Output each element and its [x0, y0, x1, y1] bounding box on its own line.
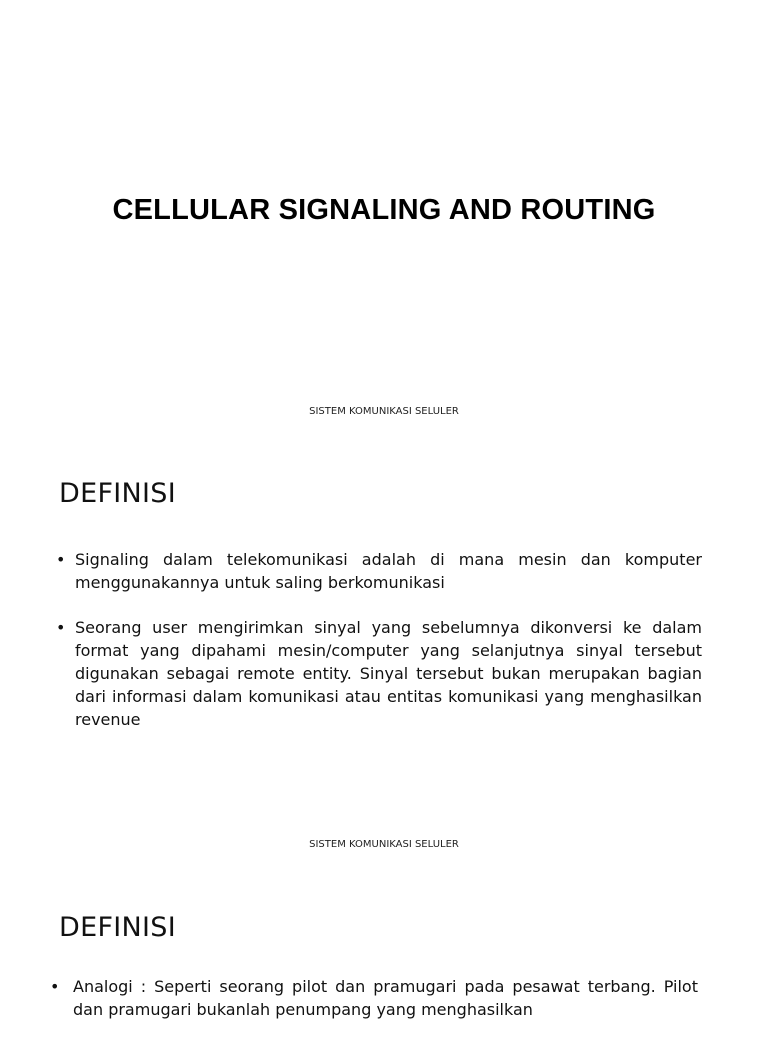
bullet-item — [56, 548, 702, 594]
bullet-item — [50, 975, 698, 1021]
slide-definition-1 — [0, 432, 768, 864]
slide-definition-2 — [0, 864, 768, 1024]
slide-footer: SISTEM KOMUNIKASI SELULER — [309, 839, 459, 850]
bullet-dot-icon: • — [50, 977, 60, 996]
slide-title — [0, 0, 768, 432]
bullet-dot-icon: • — [56, 550, 66, 569]
bullet-item — [56, 616, 702, 731]
bullet-text: Analogi : Seperti seorang pilot dan pramugari pada pesawat terbang. Pilot dan pramugari bukanlah penumpang yang menghasilkan — [73, 977, 698, 1019]
bullet-list — [50, 975, 698, 1043]
bullet-text: Seorang user mengirimkan sinyal yang sebelumnya dikonversi ke dalam format yang dipahami mesin/computer yang selanjutnya sinyal tersebut digunakan sebagai remote entity. Sinyal tersebut bukan merupakan bagian dari informasi dalam komunikasi atau entitas komunikasi yang menghasilkan revenue — [75, 618, 702, 729]
slide-heading: DEFINISI — [59, 912, 177, 943]
presentation-title: CELLULAR SIGNALING AND ROUTING — [112, 194, 656, 226]
slide-heading: DEFINISI — [59, 478, 177, 509]
bullet-dot-icon: • — [56, 618, 66, 637]
bullet-list — [56, 548, 702, 753]
bullet-text: Signaling dalam telekomunikasi adalah di mana mesin dan komputer menggunakannya untuk saling berkomunikasi — [75, 550, 702, 592]
slide-footer: SISTEM KOMUNIKASI SELULER — [309, 406, 459, 417]
